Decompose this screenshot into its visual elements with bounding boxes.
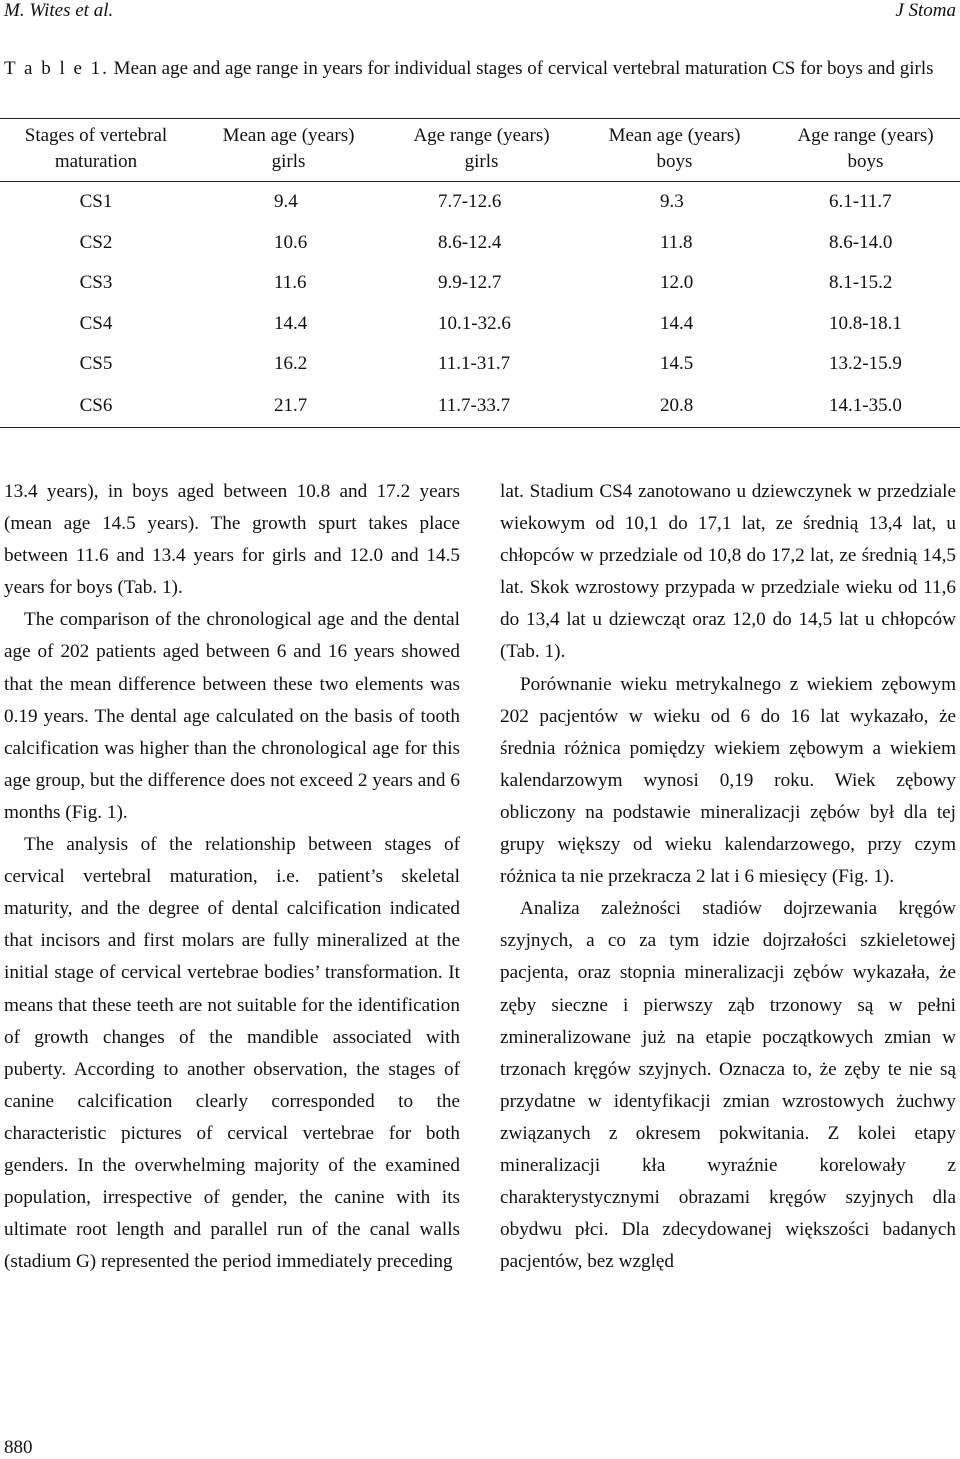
value-cell: 6.1-11.7 [829,191,892,213]
left-column-text [4,476,460,1278]
header-mean-age-boys: Mean age (years) boys [578,119,771,182]
table-caption-text: Mean age and age range in years for individual stages of cervical vertebral maturation CS for boys and girls [108,58,934,79]
paragraph: Analiza zależności stadiów dojrzewania kręgów szyjnych, a co za tym idzie dojrzałości szkieletowej pacjenta, oraz stopnia mineralizacji zębów wykazała, że zęby sieczne i pierwszy ząb trzonowy są w pełni zmineralizowane już na etapie początkowych zmian w trzonach kręgów szyjnych. Oznacza to, że zęby te nie są przydatne w identyfikacji zmian wzrostowych żuchwy związanych z okresem pokwitania. Z kolei etapy mineralizacji kła wyraźnie korelowały z charakterystycznymi obrazami kręgów szyjnych dla obydwu płci. Dla zdecydowanej większości badanych pacjentów, bez względ [500,898,956,1273]
value-cell: 9.3 [660,191,684,213]
table-body [0,182,960,428]
value-cell: 14.1-35.0 [771,385,960,428]
value-cell: 11.1-31.7 [438,353,511,375]
value-cell: 7.7-12.6 [438,191,502,213]
value-cell: 9.4 [274,191,298,213]
table-header-row [0,119,960,182]
value-cell: 14.4 [274,312,308,334]
value-cell: 11.7-33.7 [385,385,578,428]
stage-cell: CS5 [79,353,113,375]
value-cell: 10.6 [274,231,308,253]
header-age-range-boys: Age range (years) boys [771,119,960,182]
header-age-range-girls: Age range (years) girls [385,119,578,182]
stage-cell: CS4 [79,312,113,334]
data-table [0,118,960,428]
value-cell: 20.8 [578,385,771,428]
table-row [0,304,960,345]
table-caption [4,56,956,82]
table-row [0,223,960,264]
paragraph: 13.4 years), in boys aged between 10.8 and 17.2 years (mean age 14.5 years). The growth spurt takes place between 11.6 and 13.4 years for girls and 12.0 and 14.5 years for boys (Tab. 1). [4,481,460,599]
value-cell: 21.7 [192,385,385,428]
running-head [0,0,960,24]
author-header: M. Wites et al. [4,0,114,21]
paragraph: lat. Stadium CS4 zanotowano u dziewczynek w przedziale wiekowym od 10,1 do 17,1 lat, ze średnią 13,4 lat, u chłopców w przedziale od 10,8 do 17,2 lat, ze średnią 14,5 lat. Skok wzrostowy przypada w przedziale wieku od 11,6 do 13,4 lat u dziewcząt oraz 12,0 do 14,5 lat u chłopców (Tab. 1). [500,481,956,663]
stage-cell: CS1 [79,191,113,213]
value-cell: 12.0 [660,272,694,294]
value-cell: 16.2 [274,353,308,375]
value-cell: 14.4 [660,312,694,334]
value-cell: 11.8 [660,231,693,253]
table-row [0,182,960,223]
paragraph: The analysis of the relationship between stages of cervical vertebral maturation, i.e. patient’s skeletal maturity, and the degree of dental calcification indicated that incisors and first molars are fully mineralized at the initial stage of cervical vertebrae bodies’ transformation. It means that these teeth are not suitable for the identification of growth changes of the mandible associated with puberty. According to another observation, the stages of canine calcification clearly corresponded to the characteristic pictures of cervical vertebrae for both genders. In the overwhelming majority of the examined population, irrespective of gender, the canine with its ultimate root length and parallel run of the canal walls (stadium G) represented the period immediately preceding [4,834,460,1273]
right-column-text [500,476,956,1278]
stage-cell: CS3 [79,272,113,294]
value-cell: 10.1-32.6 [438,312,511,334]
value-cell: 9.9-12.7 [438,272,502,294]
journal-header: J Stoma [895,0,956,21]
value-cell: 10.8-18.1 [829,312,902,334]
table-label: T a b l e 1. [4,58,109,79]
paragraph: Porównanie wieku metrykalnego z wiekiem zębowym 202 pacjentów w wieku od 6 do 16 lat wykazało, że średnia różnica pomiędzy wiekiem zębowym a wiekiem kalendarzowym wynosi 0,19 roku. Wiek zębowy obliczony na podstawie mineralizacji zębów był dla tej grupy większy od wieku kalendarzowego, przy czym różnica ta nie przekracza 2 lat i 6 miesięcy (Fig. 1). [500,673,956,888]
stage-cell: CS6 [0,385,192,428]
table-row [0,344,960,385]
value-cell: 11.6 [274,272,307,294]
stage-cell: CS2 [79,231,113,253]
value-cell: 8.1-15.2 [829,272,893,294]
table-row [0,263,960,304]
header-mean-age-girls: Mean age (years) girls [192,119,385,182]
value-cell: 8.6-14.0 [829,231,893,253]
table-row [0,385,960,428]
value-cell: 14.5 [660,353,694,375]
value-cell: 13.2-15.9 [829,353,902,375]
page-number: 880 [4,1437,33,1458]
header-stage: Stages of vertebral maturation [0,119,192,182]
paragraph: The comparison of the chronological age and the dental age of 202 patients aged between 6 and 16 years showed that the mean difference between these two elements was 0.19 years. The dental age calculated on the basis of tooth calcification was higher than the chronological age for this age group, but the difference does not exceed 2 years and 6 months (Fig. 1). [4,609,460,823]
value-cell: 8.6-12.4 [438,231,502,253]
